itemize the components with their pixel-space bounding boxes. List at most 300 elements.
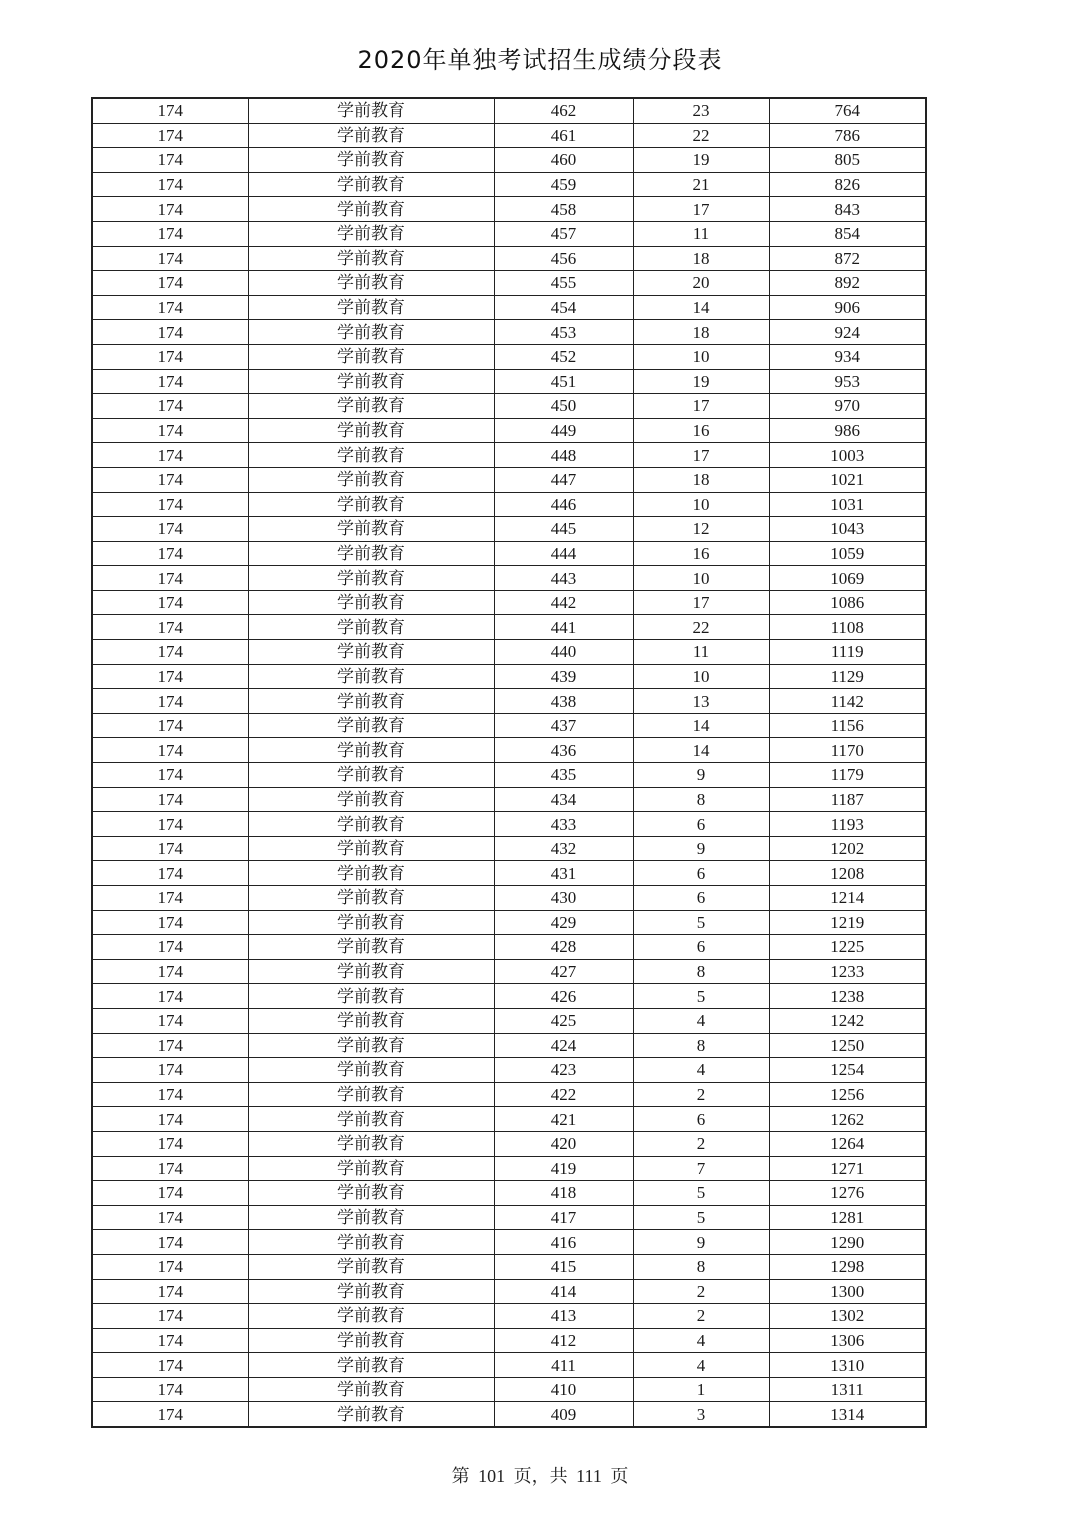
code-cell: 174 [92,221,248,246]
table-row [92,590,926,615]
score-table-body [92,98,926,1427]
score-cell: 423 [494,1058,633,1083]
cumulative-cell: 1187 [769,787,926,812]
cumulative-cell: 1142 [769,689,926,714]
table-row [92,1353,926,1378]
code-cell: 174 [92,1156,248,1181]
count-cell: 17 [633,197,769,222]
score-table [91,97,927,1428]
cumulative-cell: 1193 [769,812,926,837]
major-cell: 学前教育 [248,615,494,640]
count-cell: 5 [633,910,769,935]
code-cell: 174 [92,861,248,886]
major-cell: 学前教育 [248,246,494,271]
major-cell: 学前教育 [248,689,494,714]
table-row [92,1181,926,1206]
major-cell: 学前教育 [248,418,494,443]
count-cell: 17 [633,590,769,615]
count-cell: 14 [633,295,769,320]
code-cell: 174 [92,1181,248,1206]
major-cell: 学前教育 [248,935,494,960]
code-cell: 174 [92,1230,248,1255]
major-cell: 学前教育 [248,1377,494,1402]
count-cell: 18 [633,467,769,492]
cumulative-cell: 1119 [769,640,926,665]
count-cell: 6 [633,812,769,837]
code-cell: 174 [92,787,248,812]
major-cell: 学前教育 [248,443,494,468]
major-cell: 学前教育 [248,664,494,689]
cumulative-cell: 826 [769,172,926,197]
major-cell: 学前教育 [248,320,494,345]
score-cell: 422 [494,1082,633,1107]
table-row [92,1131,926,1156]
score-cell: 433 [494,812,633,837]
major-cell: 学前教育 [248,590,494,615]
major-cell: 学前教育 [248,910,494,935]
code-cell: 174 [92,246,248,271]
table-row [92,467,926,492]
code-cell: 174 [92,984,248,1009]
code-cell: 174 [92,886,248,911]
table-row [92,713,926,738]
major-cell: 学前教育 [248,1131,494,1156]
score-cell: 431 [494,861,633,886]
score-cell: 450 [494,394,633,419]
table-row [92,566,926,591]
count-cell: 21 [633,172,769,197]
code-cell: 174 [92,1353,248,1378]
score-cell: 455 [494,271,633,296]
code-cell: 174 [92,935,248,960]
major-cell: 学前教育 [248,148,494,173]
major-cell: 学前教育 [248,640,494,665]
major-cell: 学前教育 [248,271,494,296]
cumulative-cell: 1311 [769,1377,926,1402]
cumulative-cell: 1219 [769,910,926,935]
count-cell: 8 [633,959,769,984]
code-cell: 174 [92,172,248,197]
score-cell: 430 [494,886,633,911]
code-cell: 174 [92,1205,248,1230]
major-cell: 学前教育 [248,1156,494,1181]
score-cell: 446 [494,492,633,517]
major-cell: 学前教育 [248,713,494,738]
score-cell: 417 [494,1205,633,1230]
table-row [92,1082,926,1107]
cumulative-cell: 1179 [769,763,926,788]
cumulative-cell: 1086 [769,590,926,615]
code-cell: 174 [92,492,248,517]
score-cell: 462 [494,98,633,123]
count-cell: 4 [633,1328,769,1353]
cumulative-cell: 1208 [769,861,926,886]
table-row [92,344,926,369]
cumulative-cell: 854 [769,221,926,246]
major-cell: 学前教育 [248,1181,494,1206]
count-cell: 7 [633,1156,769,1181]
cumulative-cell: 1021 [769,467,926,492]
count-cell: 14 [633,713,769,738]
count-cell: 2 [633,1082,769,1107]
count-cell: 19 [633,369,769,394]
footer-suffix: 页 [610,1466,629,1486]
major-cell: 学前教育 [248,1230,494,1255]
major-cell: 学前教育 [248,295,494,320]
count-cell: 10 [633,344,769,369]
cumulative-cell: 924 [769,320,926,345]
score-cell: 454 [494,295,633,320]
table-row [92,861,926,886]
table-row [92,197,926,222]
table-row [92,1008,926,1033]
code-cell: 174 [92,910,248,935]
count-cell: 5 [633,1181,769,1206]
count-cell: 6 [633,1107,769,1132]
cumulative-cell: 1314 [769,1402,926,1427]
major-cell: 学前教育 [248,1279,494,1304]
code-cell: 174 [92,467,248,492]
cumulative-cell: 843 [769,197,926,222]
code-cell: 174 [92,320,248,345]
cumulative-cell: 1069 [769,566,926,591]
major-cell: 学前教育 [248,123,494,148]
score-cell: 442 [494,590,633,615]
table-row [92,394,926,419]
table-row [92,910,926,935]
count-cell: 16 [633,418,769,443]
count-cell: 8 [633,787,769,812]
cumulative-cell: 1242 [769,1008,926,1033]
table-row [92,295,926,320]
count-cell: 6 [633,886,769,911]
score-cell: 445 [494,517,633,542]
table-row [92,1304,926,1329]
score-cell: 451 [494,369,633,394]
score-cell: 426 [494,984,633,1009]
major-cell: 学前教育 [248,98,494,123]
major-cell: 学前教育 [248,1254,494,1279]
table-row [92,123,926,148]
major-cell: 学前教育 [248,541,494,566]
major-cell: 学前教育 [248,1082,494,1107]
score-cell: 443 [494,566,633,591]
code-cell: 174 [92,443,248,468]
count-cell: 9 [633,763,769,788]
major-cell: 学前教育 [248,394,494,419]
code-cell: 174 [92,295,248,320]
count-cell: 4 [633,1058,769,1083]
table-row [92,1058,926,1083]
major-cell: 学前教育 [248,1058,494,1083]
table-row [92,246,926,271]
code-cell: 174 [92,197,248,222]
score-cell: 432 [494,836,633,861]
footer-prefix: 第 [451,1466,470,1486]
footer-middle: 页，共 [513,1466,568,1486]
page-footer [0,1462,1080,1488]
count-cell: 10 [633,566,769,591]
code-cell: 174 [92,738,248,763]
code-cell: 174 [92,1304,248,1329]
score-cell: 410 [494,1377,633,1402]
table-row [92,1402,926,1427]
table-row [92,664,926,689]
major-cell: 学前教育 [248,517,494,542]
score-cell: 438 [494,689,633,714]
table-row [92,935,926,960]
cumulative-cell: 1059 [769,541,926,566]
major-cell: 学前教育 [248,763,494,788]
table-row [92,836,926,861]
count-cell: 9 [633,836,769,861]
cumulative-cell: 892 [769,271,926,296]
count-cell: 1 [633,1377,769,1402]
score-cell: 440 [494,640,633,665]
cumulative-cell: 805 [769,148,926,173]
cumulative-cell: 1271 [769,1156,926,1181]
cumulative-cell: 1214 [769,886,926,911]
table-row [92,959,926,984]
code-cell: 174 [92,566,248,591]
code-cell: 174 [92,1402,248,1427]
cumulative-cell: 1233 [769,959,926,984]
code-cell: 174 [92,148,248,173]
major-cell: 学前教育 [248,172,494,197]
count-cell: 11 [633,640,769,665]
score-cell: 421 [494,1107,633,1132]
count-cell: 14 [633,738,769,763]
cumulative-cell: 986 [769,418,926,443]
score-cell: 414 [494,1279,633,1304]
table-row [92,1033,926,1058]
table-row [92,172,926,197]
count-cell: 13 [633,689,769,714]
cumulative-cell: 1202 [769,836,926,861]
score-cell: 415 [494,1254,633,1279]
code-cell: 174 [92,1328,248,1353]
code-cell: 174 [92,1058,248,1083]
table-row [92,689,926,714]
major-cell: 学前教育 [248,1402,494,1427]
table-row [92,148,926,173]
table-row [92,517,926,542]
major-cell: 学前教育 [248,886,494,911]
code-cell: 174 [92,959,248,984]
code-cell: 174 [92,1377,248,1402]
code-cell: 174 [92,590,248,615]
code-cell: 174 [92,541,248,566]
score-cell: 441 [494,615,633,640]
score-cell: 439 [494,664,633,689]
table-row [92,1377,926,1402]
table-row [92,1107,926,1132]
score-cell: 412 [494,1328,633,1353]
score-cell: 456 [494,246,633,271]
major-cell: 学前教育 [248,1304,494,1329]
count-cell: 6 [633,935,769,960]
score-cell: 428 [494,935,633,960]
code-cell: 174 [92,344,248,369]
score-cell: 449 [494,418,633,443]
major-cell: 学前教育 [248,344,494,369]
cumulative-cell: 1108 [769,615,926,640]
code-cell: 174 [92,689,248,714]
cumulative-cell: 953 [769,369,926,394]
score-cell: 460 [494,148,633,173]
code-cell: 174 [92,1131,248,1156]
table-row [92,98,926,123]
major-cell: 学前教育 [248,1205,494,1230]
code-cell: 174 [92,418,248,443]
table-row [92,1254,926,1279]
cumulative-cell: 970 [769,394,926,419]
score-cell: 448 [494,443,633,468]
table-row [92,443,926,468]
score-cell: 435 [494,763,633,788]
count-cell: 3 [633,1402,769,1427]
major-cell: 学前教育 [248,959,494,984]
code-cell: 174 [92,394,248,419]
table-row [92,763,926,788]
major-cell: 学前教育 [248,1353,494,1378]
cumulative-cell: 1003 [769,443,926,468]
cumulative-cell: 1170 [769,738,926,763]
cumulative-cell: 1306 [769,1328,926,1353]
cumulative-cell: 1298 [769,1254,926,1279]
score-cell: 429 [494,910,633,935]
major-cell: 学前教育 [248,984,494,1009]
major-cell: 学前教育 [248,1033,494,1058]
code-cell: 174 [92,640,248,665]
count-cell: 2 [633,1279,769,1304]
score-cell: 427 [494,959,633,984]
code-cell: 174 [92,517,248,542]
code-cell: 174 [92,1254,248,1279]
score-cell: 458 [494,197,633,222]
major-cell: 学前教育 [248,197,494,222]
table-row [92,221,926,246]
score-cell: 425 [494,1008,633,1033]
score-cell: 419 [494,1156,633,1181]
table-row [92,1279,926,1304]
count-cell: 23 [633,98,769,123]
score-cell: 434 [494,787,633,812]
cumulative-cell: 1276 [769,1181,926,1206]
major-cell: 学前教育 [248,492,494,517]
cumulative-cell: 1250 [769,1033,926,1058]
score-cell: 457 [494,221,633,246]
count-cell: 2 [633,1131,769,1156]
cumulative-cell: 1043 [769,517,926,542]
table-row [92,615,926,640]
cumulative-cell: 1129 [769,664,926,689]
table-row [92,541,926,566]
code-cell: 174 [92,98,248,123]
count-cell: 16 [633,541,769,566]
cumulative-cell: 1238 [769,984,926,1009]
table-row [92,1230,926,1255]
code-cell: 174 [92,664,248,689]
count-cell: 9 [633,1230,769,1255]
code-cell: 174 [92,763,248,788]
major-cell: 学前教育 [248,738,494,763]
major-cell: 学前教育 [248,812,494,837]
table-row [92,418,926,443]
table-row [92,640,926,665]
footer-page-number: 101 [478,1466,506,1486]
count-cell: 22 [633,123,769,148]
score-cell: 461 [494,123,633,148]
major-cell: 学前教育 [248,836,494,861]
code-cell: 174 [92,1082,248,1107]
major-cell: 学前教育 [248,221,494,246]
cumulative-cell: 1264 [769,1131,926,1156]
cumulative-cell: 764 [769,98,926,123]
cumulative-cell: 1310 [769,1353,926,1378]
count-cell: 20 [633,271,769,296]
table-row [92,1328,926,1353]
major-cell: 学前教育 [248,787,494,812]
cumulative-cell: 1031 [769,492,926,517]
count-cell: 10 [633,664,769,689]
score-cell: 416 [494,1230,633,1255]
table-row [92,369,926,394]
code-cell: 174 [92,123,248,148]
table-row [92,738,926,763]
table-row [92,984,926,1009]
major-cell: 学前教育 [248,861,494,886]
count-cell: 17 [633,394,769,419]
score-cell: 437 [494,713,633,738]
cumulative-cell: 1262 [769,1107,926,1132]
count-cell: 2 [633,1304,769,1329]
cumulative-cell: 906 [769,295,926,320]
code-cell: 174 [92,1033,248,1058]
major-cell: 学前教育 [248,467,494,492]
cumulative-cell: 1300 [769,1279,926,1304]
count-cell: 6 [633,861,769,886]
count-cell: 5 [633,1205,769,1230]
score-cell: 447 [494,467,633,492]
count-cell: 22 [633,615,769,640]
table-row [92,271,926,296]
score-cell: 452 [494,344,633,369]
code-cell: 174 [92,615,248,640]
score-cell: 409 [494,1402,633,1427]
cumulative-cell: 1225 [769,935,926,960]
score-cell: 459 [494,172,633,197]
major-cell: 学前教育 [248,1328,494,1353]
major-cell: 学前教育 [248,566,494,591]
score-cell: 453 [494,320,633,345]
table-row [92,812,926,837]
count-cell: 17 [633,443,769,468]
code-cell: 174 [92,1008,248,1033]
count-cell: 18 [633,320,769,345]
table-row [92,1156,926,1181]
score-cell: 411 [494,1353,633,1378]
code-cell: 174 [92,1107,248,1132]
footer-total-pages: 111 [576,1466,602,1486]
cumulative-cell: 872 [769,246,926,271]
cumulative-cell: 1281 [769,1205,926,1230]
score-cell: 424 [494,1033,633,1058]
count-cell: 11 [633,221,769,246]
count-cell: 8 [633,1254,769,1279]
cumulative-cell: 1290 [769,1230,926,1255]
count-cell: 8 [633,1033,769,1058]
